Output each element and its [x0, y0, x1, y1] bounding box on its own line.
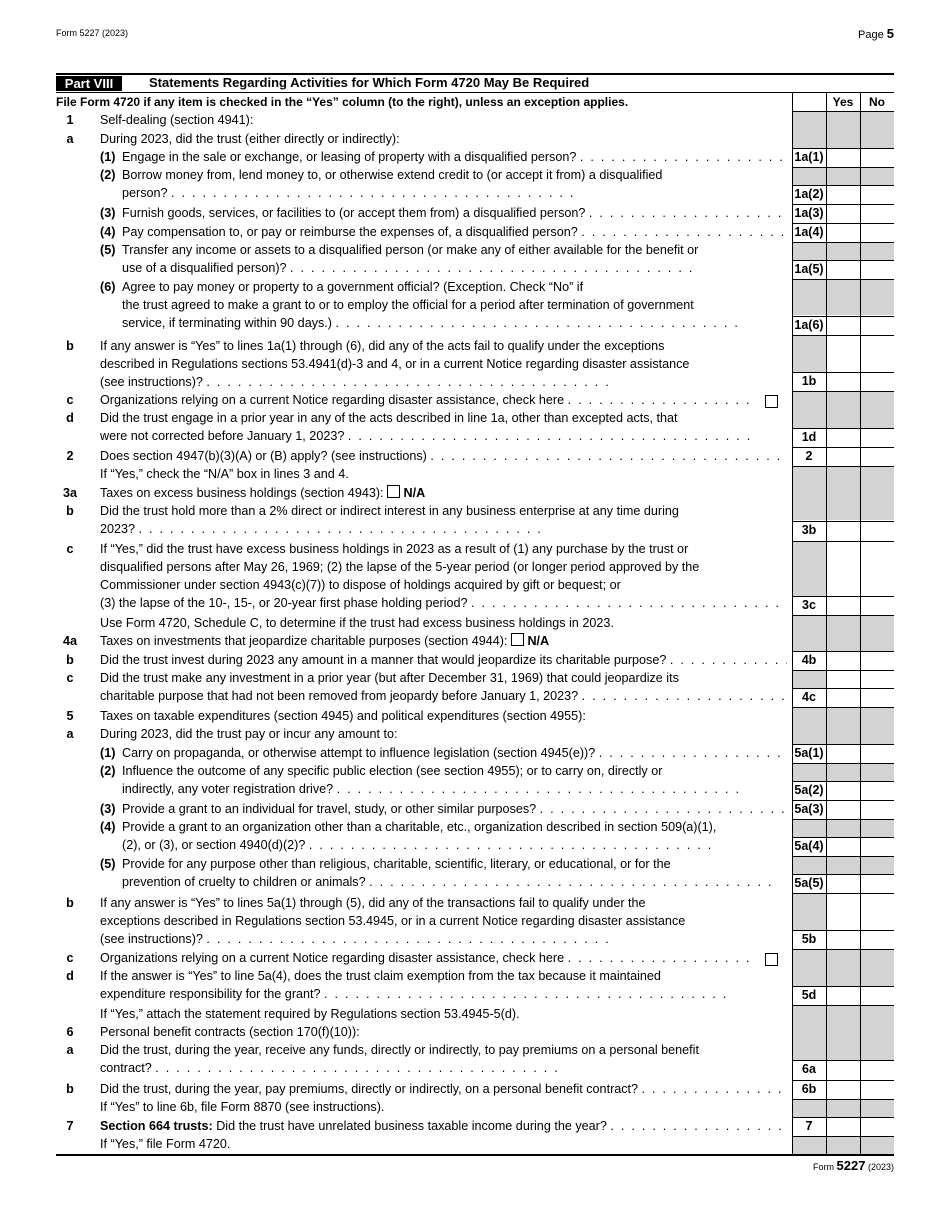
line-text: Agree to pay money or property to a government official? (Exception. Check “No” if: [122, 280, 584, 294]
line-number: a: [66, 132, 74, 146]
line-number: b: [66, 653, 74, 667]
line-text: Did the trust, during the year, pay premiums, directly or indirectly, on a personal benefit contract?: [100, 1082, 639, 1096]
line-text: (3) the lapse of the 10-, 15-, or 20-year first phase holding period?: [100, 596, 468, 610]
row-rule: [792, 596, 894, 597]
row-rule: [792, 1136, 894, 1137]
line-text: Did the trust engage in a prior year in any of the acts described in line 1a, other than excepted acts, that: [100, 411, 678, 425]
disaster-assistance-checkbox-1c[interactable]: [765, 395, 778, 408]
header-rule: [792, 111, 894, 112]
row-rule: [792, 744, 894, 745]
line-number: b: [66, 504, 74, 518]
line-text: contract?: [100, 1061, 152, 1075]
line-text: Self-dealing (section 4941):: [100, 113, 254, 127]
part-rule: [56, 92, 894, 93]
na-checkbox-3a[interactable]: [387, 485, 400, 498]
line-text: Provide a grant to an individual for travel, study, or other similar purposes?: [122, 802, 537, 816]
subitem-number: (4): [100, 225, 116, 239]
na-checkbox-4a[interactable]: [511, 633, 524, 646]
row-rule: [792, 688, 894, 689]
line-ref: 1a(2): [794, 187, 824, 201]
line-ref: 1d: [801, 430, 817, 444]
row-rule: [792, 1080, 894, 1081]
bottom-rule: [56, 1154, 894, 1156]
line-text: 2023?: [100, 522, 136, 536]
line-number: 2: [66, 449, 74, 463]
line-ref: 1a(6): [794, 318, 824, 332]
subitem-number: (1): [100, 746, 116, 760]
line-ref: 5a(1): [794, 746, 824, 760]
line-ref: 1a(3): [794, 206, 824, 220]
row-rule: [792, 707, 894, 708]
no-cell-1a1[interactable]: [861, 149, 894, 166]
line-text: disqualified persons after May 26, 1969; (2) the lapse of the 5-year period (or longer period approved by the: [100, 560, 700, 574]
yes-cell-7[interactable]: [827, 1118, 860, 1135]
line-ref: 6a: [802, 1062, 816, 1076]
subitem-number: (2): [100, 168, 116, 182]
row-rule: [792, 1005, 894, 1006]
subitem-number: (2): [100, 764, 116, 778]
form-id-header: Form 5227 (2023): [56, 28, 129, 38]
line-text: exceptions described in Regulations section 53.4945, or in a current Notice regarding disaster assistance: [100, 914, 686, 928]
line-number: 3a: [62, 486, 77, 500]
row-rule: [792, 372, 894, 373]
shade: [792, 670, 826, 688]
line-text: described in Regulations sections 53.4941(d)-3 and 4, or in a current Notice regarding disaster assistance: [100, 357, 690, 371]
line-ref: 1a(5): [794, 262, 824, 276]
line-number: b: [66, 339, 74, 353]
line-number: d: [66, 969, 74, 983]
line-text: Carry on propaganda, or otherwise attempt to influence legislation (section 4945(e))?: [122, 746, 596, 760]
line-text: the trust agreed to make a grant to or to employ the official for a period after termination of government: [122, 298, 694, 312]
line-text: Did the trust, during the year, receive any funds, directly or indirectly, to pay premiums on a personal benefit: [100, 1043, 699, 1057]
line-ref: 5a(5): [794, 876, 824, 890]
row-rule: [792, 651, 894, 652]
line-text: Influence the outcome of any specific public election (see section 4955); or to carry on, directly or: [122, 764, 663, 778]
line-number: c: [66, 951, 74, 965]
line-text: Does section 4947(b)(3)(A) or (B) apply? (see instructions): [100, 449, 427, 463]
shade: [792, 893, 826, 930]
na-label: N/A: [403, 486, 426, 500]
yes-column-header: Yes: [832, 95, 854, 109]
line-ref: 5a(4): [794, 839, 824, 853]
line-ref: 3b: [801, 523, 817, 537]
row-rule: [792, 930, 894, 931]
line-text: (see instructions)?: [100, 932, 203, 946]
subitem-number: (3): [100, 802, 116, 816]
line-ref: 5d: [801, 988, 817, 1002]
line-number: a: [66, 727, 74, 741]
line-ref: 1a(4): [794, 225, 824, 239]
line-ref: 1b: [801, 374, 817, 388]
line-note: If “Yes” to line 6b, file Form 8870 (see instructions).: [100, 1100, 385, 1114]
line-ref: 4c: [802, 690, 816, 704]
line-note: If “Yes,” check the “N/A” box in lines 3 and 4.: [100, 467, 349, 481]
shade: [792, 541, 826, 596]
line-number: b: [66, 896, 74, 910]
line-text: Commissioner under section 4943(c)(7)) to dispose of holdings acquired by gift or bequest; or: [100, 578, 621, 592]
row-rule: [792, 316, 894, 317]
line-text: person?: [122, 186, 168, 200]
subitem-number: (5): [100, 243, 116, 257]
subitem-number: (6): [100, 280, 116, 294]
row-rule: [792, 781, 894, 782]
line-text: were not corrected before January 1, 2023?: [100, 429, 345, 443]
subitem-number: (4): [100, 820, 116, 834]
line-number: 5: [66, 709, 74, 723]
line-text: Pay compensation to, or pay or reimburse the expenses of, a disqualified person?: [122, 225, 578, 239]
line-text: If “Yes,” did the trust have excess business holdings in 2023 as a result of (1) any purchase by the trust or: [100, 542, 689, 556]
line-text: Did the trust have unrelated business taxable income during the year?: [216, 1119, 607, 1133]
row-rule: [792, 242, 894, 243]
line-number: b: [66, 1082, 74, 1096]
no-cell-7[interactable]: [861, 1118, 894, 1135]
line-heading: Section 664 trusts:: [100, 1119, 213, 1133]
row-rule: [792, 856, 894, 857]
line-ref: 6b: [801, 1082, 817, 1096]
line-number: 4a: [62, 634, 77, 648]
row-rule: [792, 1060, 894, 1061]
line-ref: 5a(2): [794, 783, 824, 797]
row-rule: [792, 615, 894, 616]
line-text: Borrow money from, lend money to, or otherwise extend credit to (or accept it from) a disqualified: [122, 168, 663, 182]
shade: [792, 335, 826, 372]
line-text: If any answer is “Yes” to lines 1a(1) through (6), did any of the acts fail to qualify under the exceptions: [100, 339, 665, 353]
line-text: service, if terminating within 90 days.): [122, 316, 332, 330]
line-text: During 2023, did the trust (either directly or indirectly):: [100, 132, 400, 146]
subitem-number: (3): [100, 206, 116, 220]
row-rule: [792, 185, 894, 186]
row-rule: [792, 986, 894, 987]
row-rule: [792, 763, 894, 764]
line-text: If any answer is “Yes” to lines 5a(1) through (5), did any of the transactions fail to qualify under the: [100, 896, 646, 910]
line-ref: 7: [805, 1119, 813, 1133]
line-text: Personal benefit contracts (section 170(f)(10)):: [100, 1025, 360, 1039]
line-number: 1: [66, 113, 74, 127]
row-rule: [792, 1099, 894, 1100]
line-note: Use Form 4720, Schedule C, to determine if the trust had excess business holdings in 2023.: [100, 616, 614, 630]
line-text: Provide for any purpose other than religious, charitable, scientific, literary, or educational, or for the: [122, 857, 671, 871]
line-text: Organizations relying on a current Notice regarding disaster assistance, check here: [100, 951, 565, 965]
line-text: Engage in the sale or exchange, or leasing of property with a disqualified person?: [122, 150, 577, 164]
na-label: N/A: [527, 634, 550, 648]
row-rule: [792, 893, 894, 894]
part-label: Part VIII: [56, 76, 122, 91]
instruction: File Form 4720 if any item is checked in the “Yes” column (to the right), unless an exception applies.: [56, 95, 629, 109]
footer-form-id: Form 5227 (2023): [813, 1158, 894, 1173]
line-note: If “Yes,” file Form 4720.: [100, 1137, 231, 1151]
line-text: Taxes on investments that jeopardize charitable purposes (section 4944):: [100, 634, 508, 648]
row-rule: [792, 521, 894, 522]
line-text: Taxes on excess business holdings (section 4943):: [100, 486, 384, 500]
line-text: Organizations relying on a current Notice regarding disaster assistance, check here: [100, 393, 565, 407]
line-text: prevention of cruelty to children or animals?: [122, 875, 366, 889]
line-text: Did the trust invest during 2023 any amount in a manner that would jeopardize its charitable purpose?: [100, 653, 667, 667]
row-rule: [792, 428, 894, 429]
row-rule: [792, 800, 894, 801]
line-text: (2), or (3), or section 4940(d)(2)?: [122, 838, 306, 852]
line-ref: 1a(1): [794, 150, 824, 164]
disaster-assistance-checkbox-5c[interactable]: [765, 953, 778, 966]
line-text: indirectly, any voter registration drive?: [122, 782, 334, 796]
line-number: c: [66, 542, 74, 556]
row-rule: [792, 874, 894, 875]
row-rule: [792, 391, 894, 392]
row-rule: [792, 335, 894, 336]
col-rule: [860, 92, 861, 1154]
part-title: Statements Regarding Activities for Which Form 4720 May Be Required: [149, 75, 590, 90]
line-number: d: [66, 411, 74, 425]
yes-cell-1a1[interactable]: [827, 149, 860, 166]
line-text: Furnish goods, services, or facilities to (or accept them from) a disqualified person?: [122, 206, 586, 220]
line-number: a: [66, 1043, 74, 1057]
line-ref: 4b: [801, 653, 817, 667]
subitem-number: (5): [100, 857, 116, 871]
line-text: expenditure responsibility for the grant?: [100, 987, 321, 1001]
line-text: Provide a grant to an organization other than a charitable, etc., organization described in section 509(a)(1),: [122, 820, 717, 834]
line-ref: 5a(3): [794, 802, 824, 816]
line-note: If “Yes,” attach the statement required by Regulations section 53.4945-5(d).: [100, 1007, 520, 1021]
line-text: use of a disqualified person)?: [122, 261, 287, 275]
line-text: Taxes on taxable expenditures (section 4945) and political expenditures (section 4955):: [100, 709, 586, 723]
line-ref: 3c: [802, 598, 816, 612]
row-rule: [792, 541, 894, 542]
line-number: 6: [66, 1025, 74, 1039]
row-rule: [792, 837, 894, 838]
row-rule: [792, 223, 894, 224]
col-rule: [826, 92, 827, 1154]
row-rule: [792, 279, 894, 280]
row-rule: [792, 466, 894, 467]
row-rule: [792, 260, 894, 261]
line-number: 7: [66, 1119, 74, 1133]
line-text: (see instructions)?: [100, 375, 203, 389]
line-text: Did the trust make any investment in a prior year (but after December 31, 1969) that could jeopardize its: [100, 671, 679, 685]
row-rule: [792, 167, 894, 168]
row-rule: [792, 204, 894, 205]
row-rule: [792, 819, 894, 820]
line-ref: 5b: [801, 932, 817, 946]
no-column-header: No: [869, 95, 885, 109]
line-text: If the answer is “Yes” to line 5a(4), does the trust claim exemption from the tax because it maintained: [100, 969, 661, 983]
line-ref: 2: [805, 449, 813, 463]
row-rule: [792, 949, 894, 950]
line-text: During 2023, did the trust pay or incur any amount to:: [100, 727, 398, 741]
line-text: Did the trust hold more than a 2% direct or indirect interest in any business enterprise at any time during: [100, 504, 679, 518]
row-rule: [792, 670, 894, 671]
line-number: c: [66, 393, 74, 407]
line-text: Transfer any income or assets to a disqualified person (or make any of either available for the benefit or: [122, 243, 699, 257]
row-rule: [792, 447, 894, 448]
line-text: charitable purpose that had not been removed from jeopardy before January 1, 2023?: [100, 689, 579, 703]
subitem-number: (1): [100, 150, 116, 164]
line-number: c: [66, 671, 74, 685]
page-number: Page 5: [858, 26, 894, 41]
